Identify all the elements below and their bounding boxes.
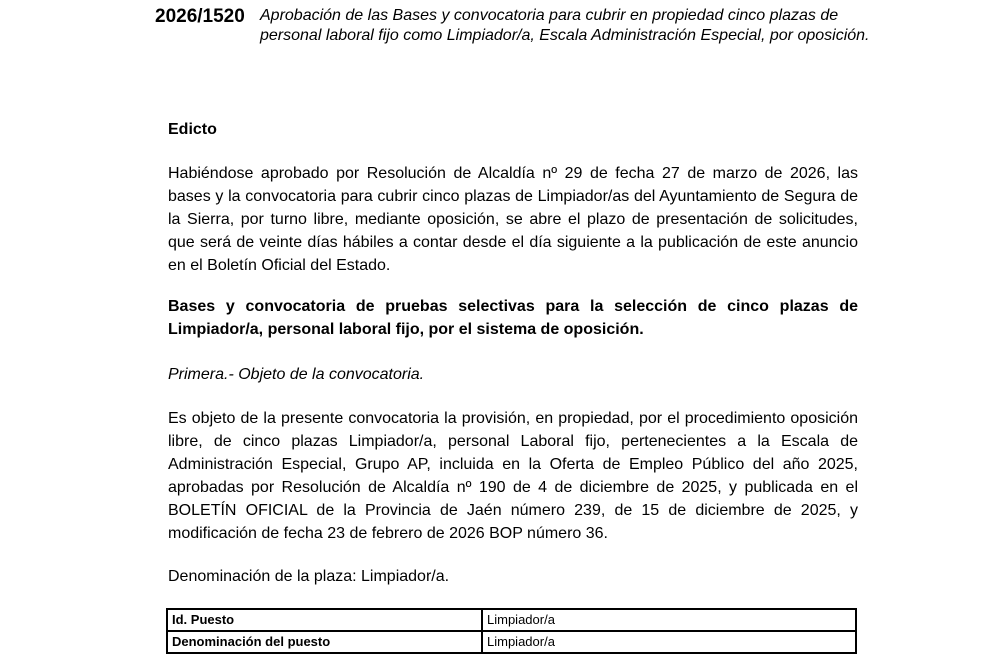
table-cell-value: Limpiador/a [482, 609, 856, 631]
document-number: 2026/1520 [155, 6, 245, 27]
table-cell-label: Denominación del puesto [167, 631, 482, 653]
plaza-table [166, 608, 857, 654]
table-cell-value: Limpiador/a [482, 631, 856, 653]
table-cell-label: Id. Puesto [167, 609, 482, 631]
table-row [167, 609, 856, 631]
edicto-heading: Edicto [168, 121, 217, 138]
plaza-denomination: Denominación de la plaza: Limpiador/a. [168, 568, 450, 585]
intro-paragraph: Habiéndose aprobado por Resolución de Alcaldía nº 29 de fecha 27 de marzo de 2026, las bases y la convocatoria para cubrir cinco plazas de Limpiador/as del Ayuntamiento de Segura de la Sierra, por turno libre, mediante oposición, se abre el plazo de presentación de solicitudes, que será de veinte días hábiles a contar desde el día siguiente a la publicación de este anuncio en el Boletín Oficial del Estado. [168, 165, 858, 274]
object-paragraph: Es objeto de la presente convocatoria la provisión, en propiedad, por el procedimiento oposición libre, de cinco plazas Limpiador/a, personal Laboral fijo, pertenecientes a la Escala de Administración Especial, Grupo AP, incluida en la Oferta de Empleo Público del año 2025, aprobadas por Resolución de Alcaldía nº 190 de 4 de diciembre de 2025, y publicada en el BOLETÍN OFICIAL de la Provincia de Jaén número 239, de 15 de diciembre de 2025, y modificación de fecha 23 de febrero de 2026 BOP número 36. [168, 410, 858, 542]
section-primera-heading: Primera.- Objeto de la convocatoria. [168, 366, 425, 383]
bases-title: Bases y convocatoria de pruebas selectivas para la selección de cinco plazas de Limpiador/a, personal laboral fijo, por el sistema de oposición. [168, 298, 858, 338]
document-title: Aprobación de las Bases y convocatoria para cubrir en propiedad cinco plazas de personal laboral fijo como Limpiador/a, Escala Administración Especial, por oposición. [260, 7, 870, 44]
